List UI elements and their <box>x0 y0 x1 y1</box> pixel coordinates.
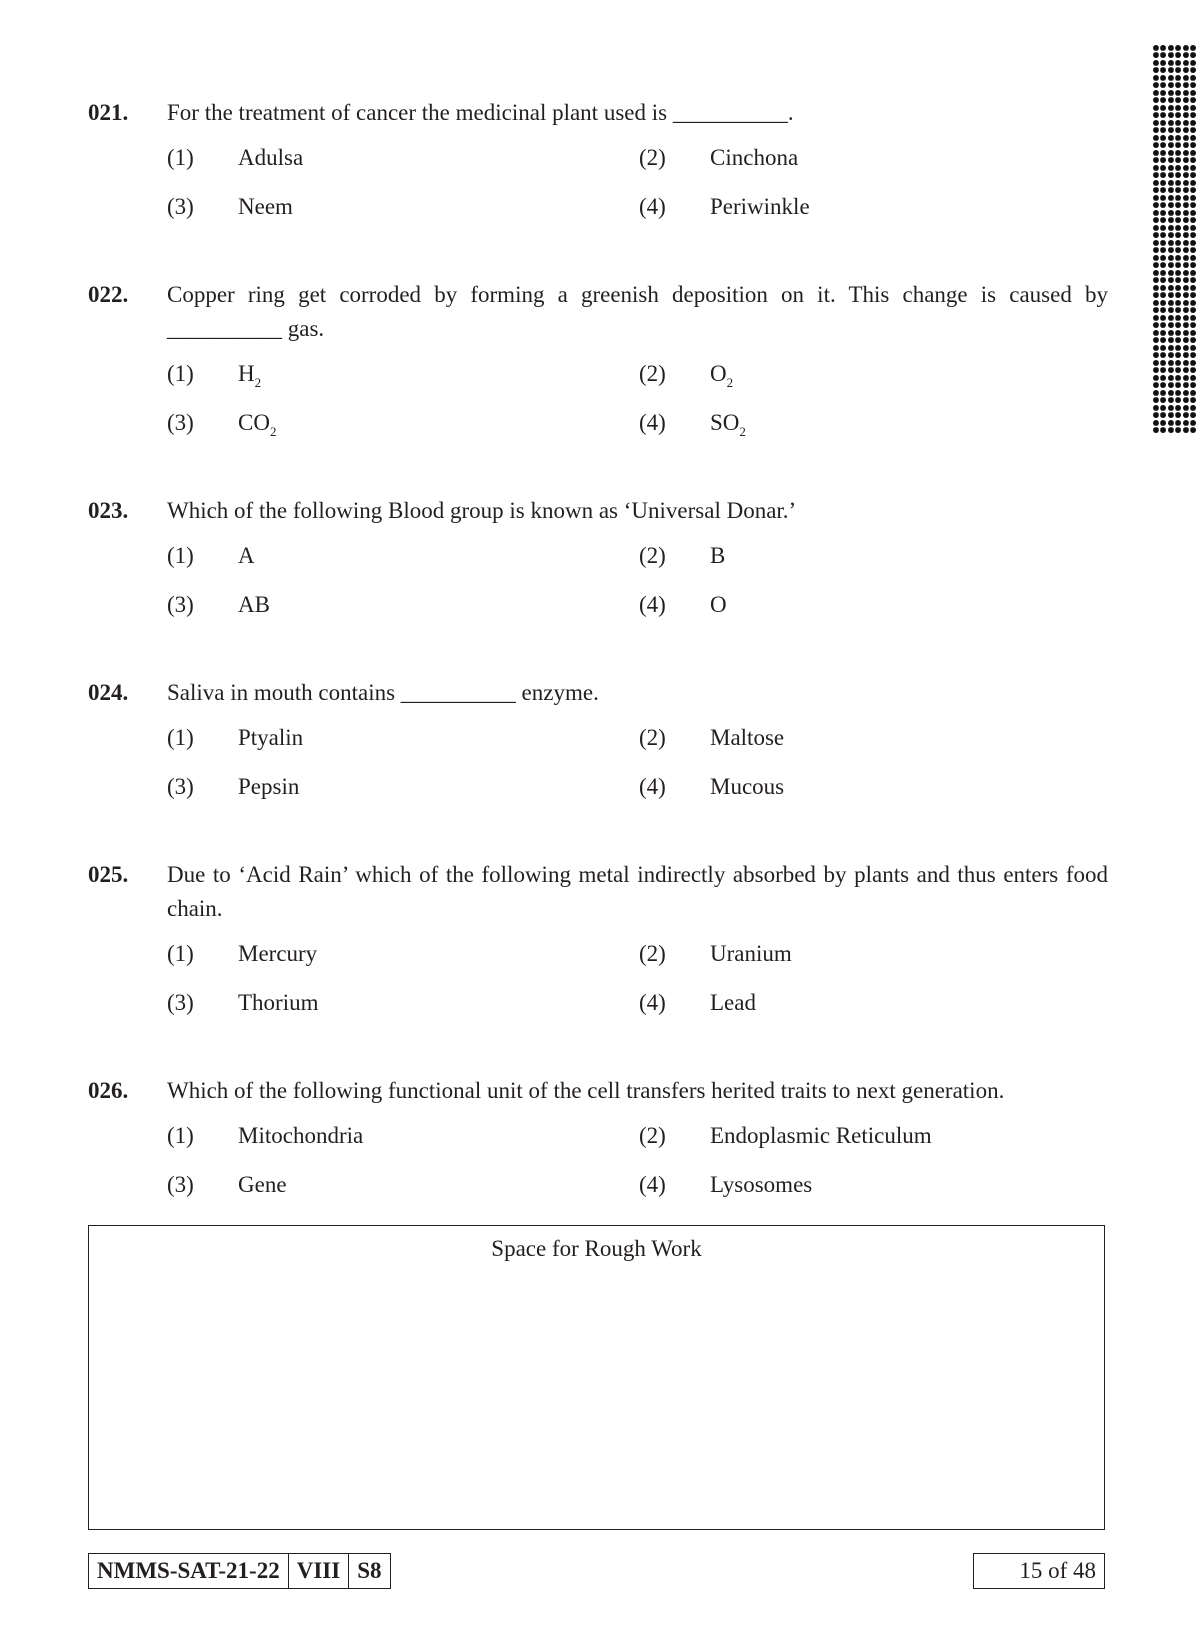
formula-subscript: 2 <box>739 424 746 439</box>
class-label: VIII <box>289 1554 349 1588</box>
question-number: 025. <box>88 862 129 887</box>
option-text: Endoplasmic Reticulum <box>710 1123 932 1148</box>
option-number: (4) <box>639 410 666 435</box>
option-text: Lead <box>710 990 756 1015</box>
option-number: (2) <box>639 725 666 750</box>
option-number: (2) <box>639 941 666 966</box>
option-number: (3) <box>167 1172 194 1197</box>
option-text: B <box>710 543 726 568</box>
security-pattern-icon <box>1152 44 1197 435</box>
option-number: (1) <box>167 145 194 170</box>
option-number: (2) <box>639 1123 666 1148</box>
option-text: Mercury <box>238 941 318 966</box>
question-number: 024. <box>88 680 129 705</box>
question-text: Which of the following functional unit of the cell transfers herited traits to next generation. <box>167 1078 1005 1103</box>
option-number: (2) <box>639 543 666 568</box>
formula-subscript: 2 <box>269 424 277 439</box>
formula-base: CO <box>238 410 270 435</box>
option-text: Neem <box>238 194 293 219</box>
paper-code: NMMS-SAT-21-22 <box>89 1554 289 1588</box>
option-number: (3) <box>167 990 194 1015</box>
formula-subscript: 2 <box>254 375 262 390</box>
options <box>167 357 1108 456</box>
option-number: (3) <box>167 194 194 219</box>
page-number: 15 of 48 <box>1019 1558 1096 1583</box>
question-text: For the treatment of cancer the medicinal plant used is __________. <box>167 100 794 125</box>
option-number: (1) <box>167 941 194 966</box>
option-text: Maltose <box>710 725 785 750</box>
options <box>167 937 1108 1036</box>
option-formula <box>238 357 261 391</box>
question-023 <box>88 494 1108 638</box>
option-formula <box>710 357 733 391</box>
option-number: (4) <box>639 194 666 219</box>
question-021 <box>88 96 1108 240</box>
option-number: (1) <box>167 725 194 750</box>
question-number: 021. <box>88 100 129 125</box>
question-text: Saliva in mouth contains __________ enzyme. <box>167 680 599 705</box>
question-022 <box>88 278 1108 456</box>
option-text: Uranium <box>710 941 792 966</box>
option-text: A <box>238 543 255 568</box>
option-formula <box>238 406 276 440</box>
options <box>167 721 1108 820</box>
question-text: Copper ring get corroded by forming a greenish deposition on it. This change is caused by __________ gas. <box>167 282 1108 341</box>
formula-base: O <box>710 361 727 386</box>
option-number: (4) <box>639 1172 666 1197</box>
option-text: Cinchona <box>710 145 799 170</box>
option-text: Gene <box>238 1172 287 1197</box>
question-026 <box>88 1074 1108 1218</box>
option-number: (1) <box>167 361 194 386</box>
question-025 <box>88 858 1108 1036</box>
formula-base: H <box>238 361 255 386</box>
option-number: (4) <box>639 774 666 799</box>
option-text: Pepsin <box>238 774 300 799</box>
option-text: Mitochondria <box>238 1123 364 1148</box>
formula-base: SO <box>710 410 740 435</box>
option-text: Ptyalin <box>238 725 304 750</box>
option-number: (4) <box>639 592 666 617</box>
question-number: 026. <box>88 1078 129 1103</box>
option-text: Thorium <box>238 990 319 1015</box>
question-text: Which of the following Blood group is known as ‘Universal Donar.’ <box>167 498 797 523</box>
option-number: (1) <box>167 1123 194 1148</box>
option-formula <box>710 406 746 440</box>
footer-code-box <box>88 1553 391 1589</box>
formula-subscript: 2 <box>726 375 734 390</box>
rough-work-title: Space for Rough Work <box>491 1236 702 1261</box>
options <box>167 539 1108 638</box>
option-text: O <box>710 592 727 617</box>
option-number: (1) <box>167 543 194 568</box>
question-text: Due to ‘Acid Rain’ which of the following metal indirectly absorbed by plants and thus enters food chain. <box>167 862 1108 921</box>
options <box>167 141 1108 240</box>
option-number: (2) <box>639 361 666 386</box>
set-label: S8 <box>357 1558 382 1583</box>
option-text: Lysosomes <box>710 1172 813 1197</box>
question-number: 022. <box>88 282 129 307</box>
rough-work-box <box>88 1225 1105 1530</box>
option-number: (3) <box>167 592 194 617</box>
options <box>167 1119 1108 1218</box>
question-024 <box>88 676 1108 820</box>
option-number: (2) <box>639 145 666 170</box>
option-number: (4) <box>639 990 666 1015</box>
page-number-box <box>973 1553 1105 1589</box>
option-text: Adulsa <box>238 145 304 170</box>
option-number: (3) <box>167 774 194 799</box>
option-text: Mucous <box>710 774 785 799</box>
question-number: 023. <box>88 498 129 523</box>
option-text: Periwinkle <box>710 194 810 219</box>
option-number: (3) <box>167 410 194 435</box>
option-text: AB <box>238 592 270 617</box>
